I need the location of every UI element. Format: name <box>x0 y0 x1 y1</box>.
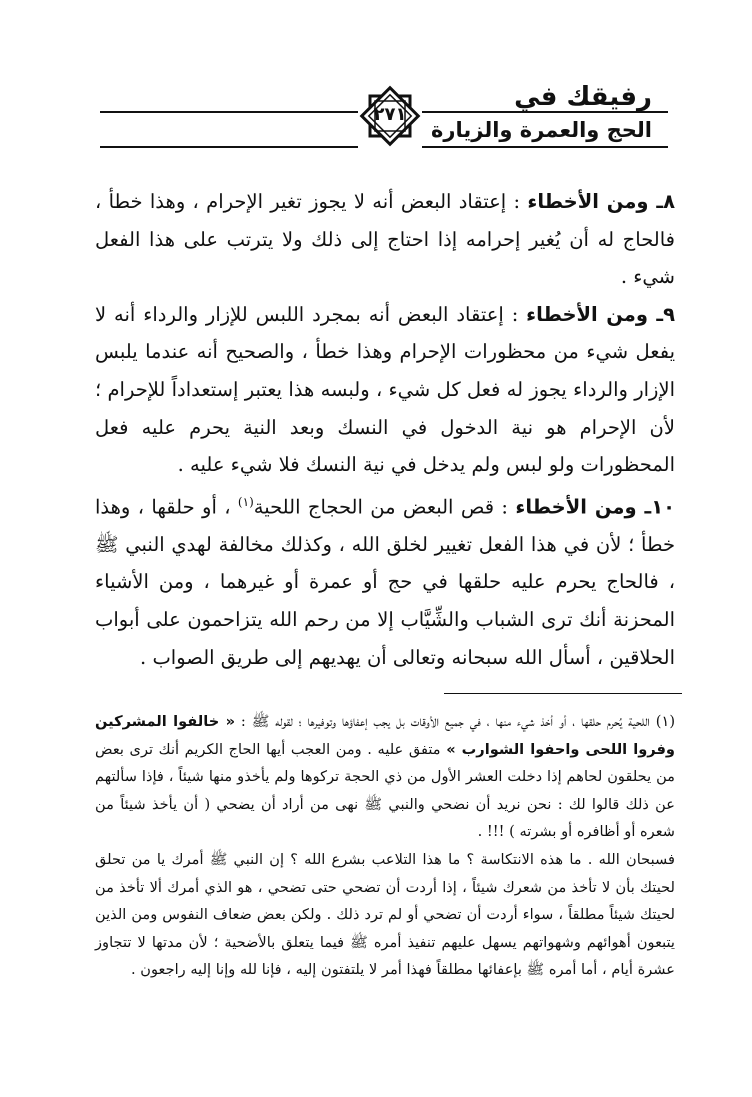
page-number: ٢٧١ <box>373 104 407 125</box>
paragraph-9 <box>95 296 675 484</box>
paragraph-10 <box>95 484 675 676</box>
paragraph-10-text-a: : قص البعض من الحجاج اللحية <box>253 495 508 519</box>
page-number-badge <box>358 84 422 148</box>
footnote-text-a: (١) اللحية يُحرم حلقها ، أو أخذ شيء منها ، في جميع الأوقات بل يجب إعفاؤها وتوفيرها ؛ لقوله ﷺ : <box>240 713 676 730</box>
footnote-separator <box>444 693 682 694</box>
footnote-block <box>95 708 675 984</box>
running-title-bottom: الحج والعمرة والزيارة <box>431 118 652 142</box>
paragraph-9-lead: ٩ـ ومن الأخطاء <box>526 302 676 326</box>
footnote-hadith-quote: « خالفوا المشركين وفروا اللحى واحفوا الشوارب » <box>95 713 675 758</box>
paragraph-10-lead: ١٠ـ ومن الأخطاء <box>515 495 676 519</box>
paragraph-8 <box>95 183 675 296</box>
paragraph-10-text-b: ، أو حلقها ، وهذا خطأ ؛ لأن في هذا الفعل تغيير لخلق الله ، وكذلك مخالفة لهدي النبي ﷺ ، فالحاج يحرم عليه حلقها في حج أو عمرة أو غيرهما ، ومن الأشياء المحزنة أنك ترى الشباب والشِّيَّاب إلا من رحم الله يتزاحمون على أبواب الحلاقين ، أسأل الله سبحانه وتعالى أن يهديهم إلى طريق الصواب . <box>95 495 675 669</box>
paragraph-8-lead: ٨ـ ومن الأخطاء <box>527 190 676 213</box>
footnote-marker: (١) <box>237 494 254 509</box>
footnote-text-b: متفق عليه . ومن العجب أيها الحاج الكريم أنك ترى بعض من يحلقون لحاهم إذا دخلت العشر الأول من ذي الحجة تركوها ولم يأخذو منها شيئاً ، فإذا سألتهم عن ذلك قالوا لك : نحن نريد أن نضحي والنبي ﷺ نهى من أراد أن يضحي ( أن يأخذ شيئاً من شعره أو أظافره أو بشرته ) !!! . <box>95 740 675 841</box>
paragraph-8-text: : إعتقاد البعض أنه لا يجوز تغير الإحرام ، وهذا خطأ ، فالحاج له أن يُغير إحرامه إذا احتاج إلى ذلك ولا يترتب على هذا الفعل شيء . <box>95 190 675 289</box>
running-title-top: رفيقك في <box>514 82 652 112</box>
footnote-text-c: فسبحان الله . ما هذه الانتكاسة ؟ ما هذا التلاعب بشرع الله ؟ إن النبي ﷺ أمرك يا من تحلق لحيتك بأن لا تأخذ من شعرك شيئاً ، إذا أردت أن تضحي حتى تضحي ، هو الذي أمرك ألا تأخذ من لحيتك شيئاً مطلقاً ، سواء أردت أن تضحي أو لم ترد ذلك . ولكن بعض ضعاف النفوس ومن الذين يتبعون أهوائهم وشهواتهم يسهل عليهم تنفيذ أمره ﷺ فيما يتعلق بالأضحية ؛ لأن مدتها لا تتجاوز عشرة أيام ، أما أمره ﷺ بإعفائها مطلقاً فهذا أمر لا يلتفتون إليه ، فإنا لله وإنا إليه راجعون . <box>95 850 675 979</box>
paragraph-9-text: : إعتقاد البعض أنه بمجرد اللبس للإزار والرداء أنه لا يفعل شيء من محظورات الإحرام وهذا خطأ ، والصحيح أنه عندما يلبس الإزار والرداء يجوز له فعل كل شيء ، ولبسه هذا يعتبر إستعداداً للإحرام ؛ لأن الإحرام هو نية الدخول في النسك وبعد النية يحرم عليه فعل المحظورات ولو لبس ولم يدخل في نية النسك فلا شيء عليه . <box>95 302 675 477</box>
main-text <box>95 183 675 676</box>
footnote-paragraph-2 <box>95 846 675 984</box>
footnote-paragraph-1 <box>95 708 675 846</box>
